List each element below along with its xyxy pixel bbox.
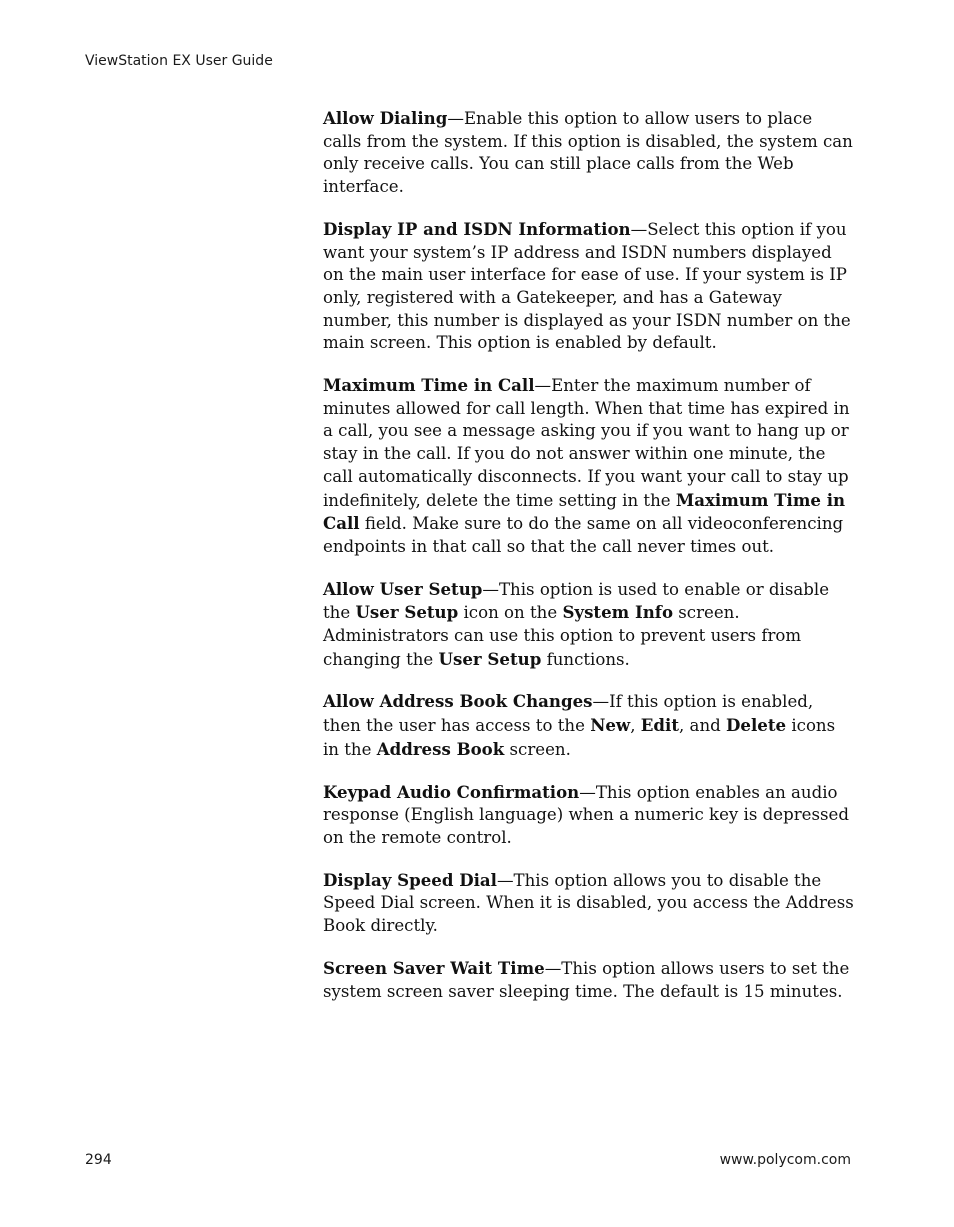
description-maximum-time-in-call: —Enter the maximum number of minutes allowed for call length. When that time has expired in a call, you see a message asking you if you want to hang up or stay in the call. If you do not answer within one minute, the call automatically disconnects. If you want your call to stay up indefinitely, delete the time setting in the bbox=[323, 376, 850, 510]
paragraph-allow-user-setup bbox=[323, 578, 855, 672]
paragraph-display-ip-isdn bbox=[323, 218, 855, 355]
description-display-ip-isdn: —Select this option if you want your system’s IP address and ISDN numbers displayed on the main user interface for ease of use. If your system is IP only, registered with a Gatekeeper, and has a Gateway number, this number is displayed as your ISDN number on the main screen. This option is enabled by default. bbox=[323, 219, 851, 353]
function-name-user-setup: User Setup bbox=[438, 648, 542, 669]
page-number: 294 bbox=[85, 1152, 112, 1168]
description-allow-user-setup: —This option is used to enable or disable the bbox=[323, 579, 830, 623]
term-screen-saver-wait-time: Screen Saver Wait Time bbox=[323, 957, 545, 978]
paragraph-allow-dialing bbox=[323, 107, 855, 199]
description-allow-user-setup-3: screen. Administrators can use this option to prevent users from changing the bbox=[323, 603, 802, 669]
running-header: ViewStation EX User Guide bbox=[85, 53, 273, 69]
term-display-speed-dial: Display Speed Dial bbox=[323, 869, 497, 890]
screen-name-address-book: Address Book bbox=[376, 738, 505, 759]
paragraph-keypad-audio-confirmation bbox=[323, 781, 855, 850]
term-keypad-audio-confirmation: Keypad Audio Confirmation bbox=[323, 781, 580, 802]
description-allow-address-book-changes: —If this option is enabled, then the user has access to the bbox=[323, 692, 814, 736]
term-allow-dialing: Allow Dialing bbox=[323, 108, 448, 128]
description-allow-address-book-changes-3: screen. bbox=[504, 739, 571, 759]
description-allow-user-setup-2: icon on the bbox=[458, 603, 563, 623]
description-display-speed-dial: —This option allows you to disable the Speed Dial screen. When it is disabled, you access the Address Book directly. bbox=[323, 870, 854, 936]
paragraph-display-speed-dial bbox=[323, 869, 855, 938]
term-allow-address-book-changes: Allow Address Book Changes bbox=[323, 691, 593, 712]
description-separator-1: , bbox=[630, 716, 641, 736]
description-maximum-time-in-call-end: field. Make sure to do the same on all videoconferencing endpoints in that call so that the call never times out. bbox=[323, 514, 844, 556]
description-screen-saver-wait-time: —This option allows users to set the system screen saver sleeping time. The default is 15 minutes. bbox=[323, 958, 850, 1001]
icon-name-new: New bbox=[590, 715, 631, 736]
term-maximum-time-in-call: Maximum Time in Call bbox=[323, 375, 535, 396]
footer-url: www.polycom.com bbox=[719, 1152, 851, 1168]
description-allow-dialing: —Enable this option to allow users to place calls from the system. If this option is disabled, the system can only receive calls. You can still place calls from the Web interface. bbox=[323, 109, 853, 197]
description-keypad-audio-confirmation: —This option enables an audio response (English language) when a numeric key is depressed on the remote control. bbox=[323, 782, 849, 847]
paragraph-screen-saver-wait-time bbox=[323, 957, 855, 1003]
icon-name-user-setup: User Setup bbox=[355, 602, 459, 623]
description-separator-2: , and bbox=[679, 716, 727, 736]
description-allow-user-setup-4: functions. bbox=[541, 649, 630, 669]
field-name-maximum-time-in-call: Maximum Time in Call bbox=[323, 489, 846, 534]
document-body bbox=[323, 107, 855, 1022]
term-display-ip-isdn: Display IP and ISDN Information bbox=[323, 218, 631, 239]
icon-name-edit: Edit bbox=[640, 715, 679, 736]
description-allow-address-book-changes-2: icons in the bbox=[323, 716, 836, 759]
icon-name-delete: Delete bbox=[726, 715, 787, 736]
screen-name-system-info: System Info bbox=[562, 602, 674, 623]
paragraph-allow-address-book-changes bbox=[323, 690, 855, 761]
term-allow-user-setup: Allow User Setup bbox=[323, 578, 483, 599]
paragraph-maximum-time-in-call bbox=[323, 374, 855, 559]
